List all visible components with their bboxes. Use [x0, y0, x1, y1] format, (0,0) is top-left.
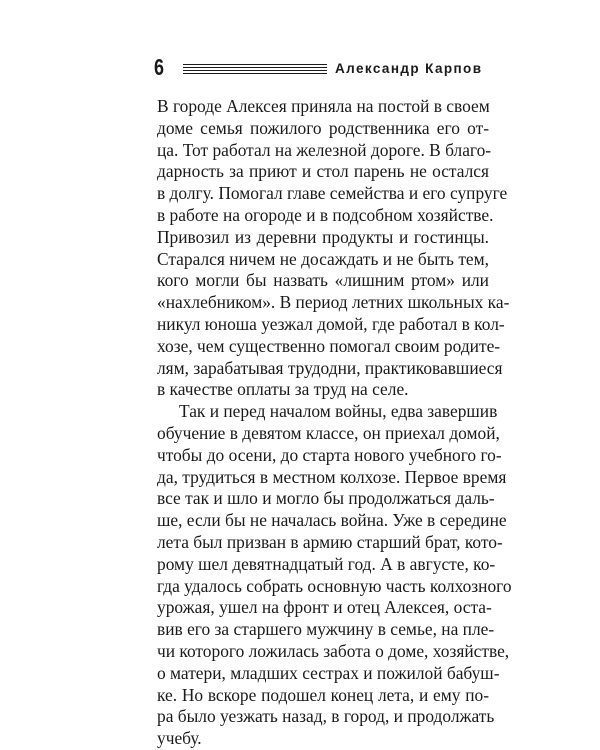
text-line: «нахлебником». В период летних школьных ка- [157, 292, 510, 313]
text-line: никул юноша уезжал домой, где работал в кол- [157, 313, 505, 334]
text-line: ца. Тот работал на железной дороге. В благо- [157, 139, 492, 160]
text-line: все так и шло и могло бы продолжаться даль- [157, 488, 495, 509]
text-line: дарность за приют и стол парень не остался [157, 161, 489, 182]
body-text [157, 96, 512, 750]
running-head-author: Александр Карпов [335, 61, 483, 76]
text-line: учебу. [157, 728, 202, 749]
text-line: ра было уезжать назад, в город, и продолжать [157, 706, 495, 727]
text-line: чтобы до осени, до старта нового учебного го- [157, 444, 502, 465]
text-line: чи которого ложилась забота о доме, хозяйстве, [157, 640, 510, 661]
text-line: вив его за старшего мужчину в семье, на пле- [157, 619, 495, 640]
page-number: 6 [154, 54, 164, 80]
header-rule-lines [183, 64, 327, 76]
text-line: хозе, чем существенно помогал своим родите- [157, 335, 501, 356]
text-line: урожая, ушел на фронт и отец Алексея, оста- [157, 597, 492, 618]
text-line: лям, зарабатывая трудодни, практиковавшиеся [157, 357, 503, 378]
paragraph-1 [157, 96, 510, 401]
text-line: рому шел девятнадцатый год. А в августе, ко- [157, 553, 496, 574]
paragraph-2 [157, 401, 512, 750]
text-line: да, трудиться в местном колхозе. Первое время [157, 466, 507, 487]
text-line: в долгу. Помогал главе семейства и его супруге [157, 183, 508, 204]
text-line: в качестве оплаты за труд на селе. [157, 379, 409, 400]
text-line: В городе Алексея приняла на постой в своем [157, 96, 490, 116]
text-line: доме семья пожилого родственника его от- [157, 117, 489, 138]
text-line: обучение в девятом классе, он приехал домой, [157, 422, 500, 443]
text-line: ше, если бы не началась война. Уже в середине [157, 510, 507, 531]
text-line: Старался ничем не досаждать и не быть тем, [157, 248, 489, 269]
text-line: в работе на огороде и в подсобном хозяйстве. [157, 204, 494, 225]
text-line: гда удалось собрать основную часть колхозного [157, 575, 512, 596]
text-line: Так и перед началом войны, едва завершив [179, 401, 498, 422]
text-line: лета был призван в армию старший брат, кото- [157, 531, 503, 552]
text-line: ке. Но вскоре подошел конец лета, и ему по- [157, 684, 489, 705]
text-line: о матери, младших сестрах и пожилой бабуш- [157, 662, 500, 683]
text-line: кого могли бы назвать «лишним ртом» или [157, 270, 489, 291]
text-line: Привозил из деревни продукты и гостинцы. [157, 226, 489, 247]
